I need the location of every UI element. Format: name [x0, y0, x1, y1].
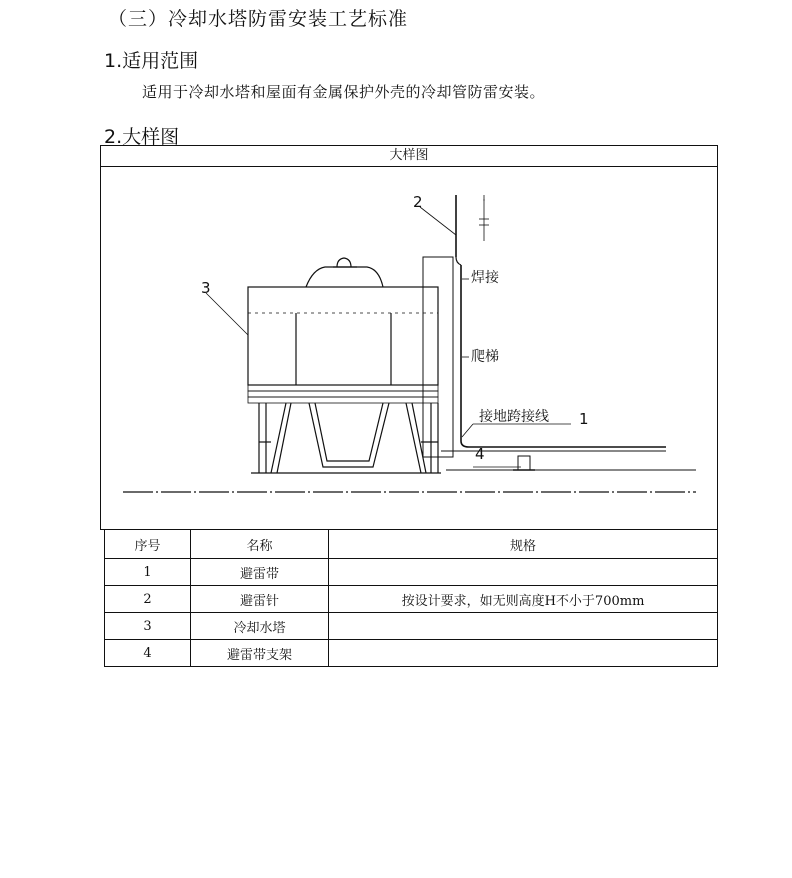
cell-no: 1 [105, 559, 191, 586]
figure-caption: 大样图 [101, 146, 717, 167]
header-name: 名称 [191, 530, 329, 559]
callout-2: 2 [413, 193, 423, 211]
cell-spec [329, 640, 718, 667]
leader-lines [206, 207, 571, 467]
cell-spec [329, 559, 718, 586]
cell-spec [329, 613, 718, 640]
cell-name: 冷却水塔 [191, 613, 329, 640]
cell-no: 3 [105, 613, 191, 640]
label-weld: 焊接 [471, 270, 499, 286]
cell-no: 2 [105, 586, 191, 613]
header-no: 序号 [105, 530, 191, 559]
lightning-rod [456, 195, 489, 265]
table-row [105, 640, 718, 667]
section-1-text: 适用于冷却水塔和屋面有金属保护外壳的冷却管防雷安装。 [142, 83, 546, 101]
detail-drawing-frame [100, 145, 718, 530]
cell-name: 避雷带支架 [191, 640, 329, 667]
cooling-tower [248, 258, 441, 473]
table-header-row [105, 530, 718, 559]
lightning-strip [441, 265, 696, 470]
cell-name: 避雷带 [191, 559, 329, 586]
cell-name: 避雷针 [191, 586, 329, 613]
document-heading: （三）冷却水塔防雷安装工艺标准 [108, 8, 409, 30]
table-row [105, 613, 718, 640]
table-row [105, 559, 718, 586]
cell-no: 4 [105, 640, 191, 667]
table-row [105, 586, 718, 613]
header-spec: 规格 [329, 530, 718, 559]
section-2-title: 2.大样图 [104, 126, 180, 148]
label-bonding-wire: 接地跨接线 [479, 409, 549, 425]
cooling-tower-lightning-drawing [101, 167, 717, 529]
cell-spec: 按设计要求，如无则高度H不小于700mm [329, 586, 718, 613]
callout-3: 3 [201, 279, 211, 297]
section-1-title: 1.适用范围 [104, 50, 199, 72]
label-ladder: 爬梯 [471, 349, 499, 365]
callout-1: 1 [579, 410, 589, 428]
callout-4: 4 [475, 445, 485, 463]
parts-table [104, 529, 718, 667]
